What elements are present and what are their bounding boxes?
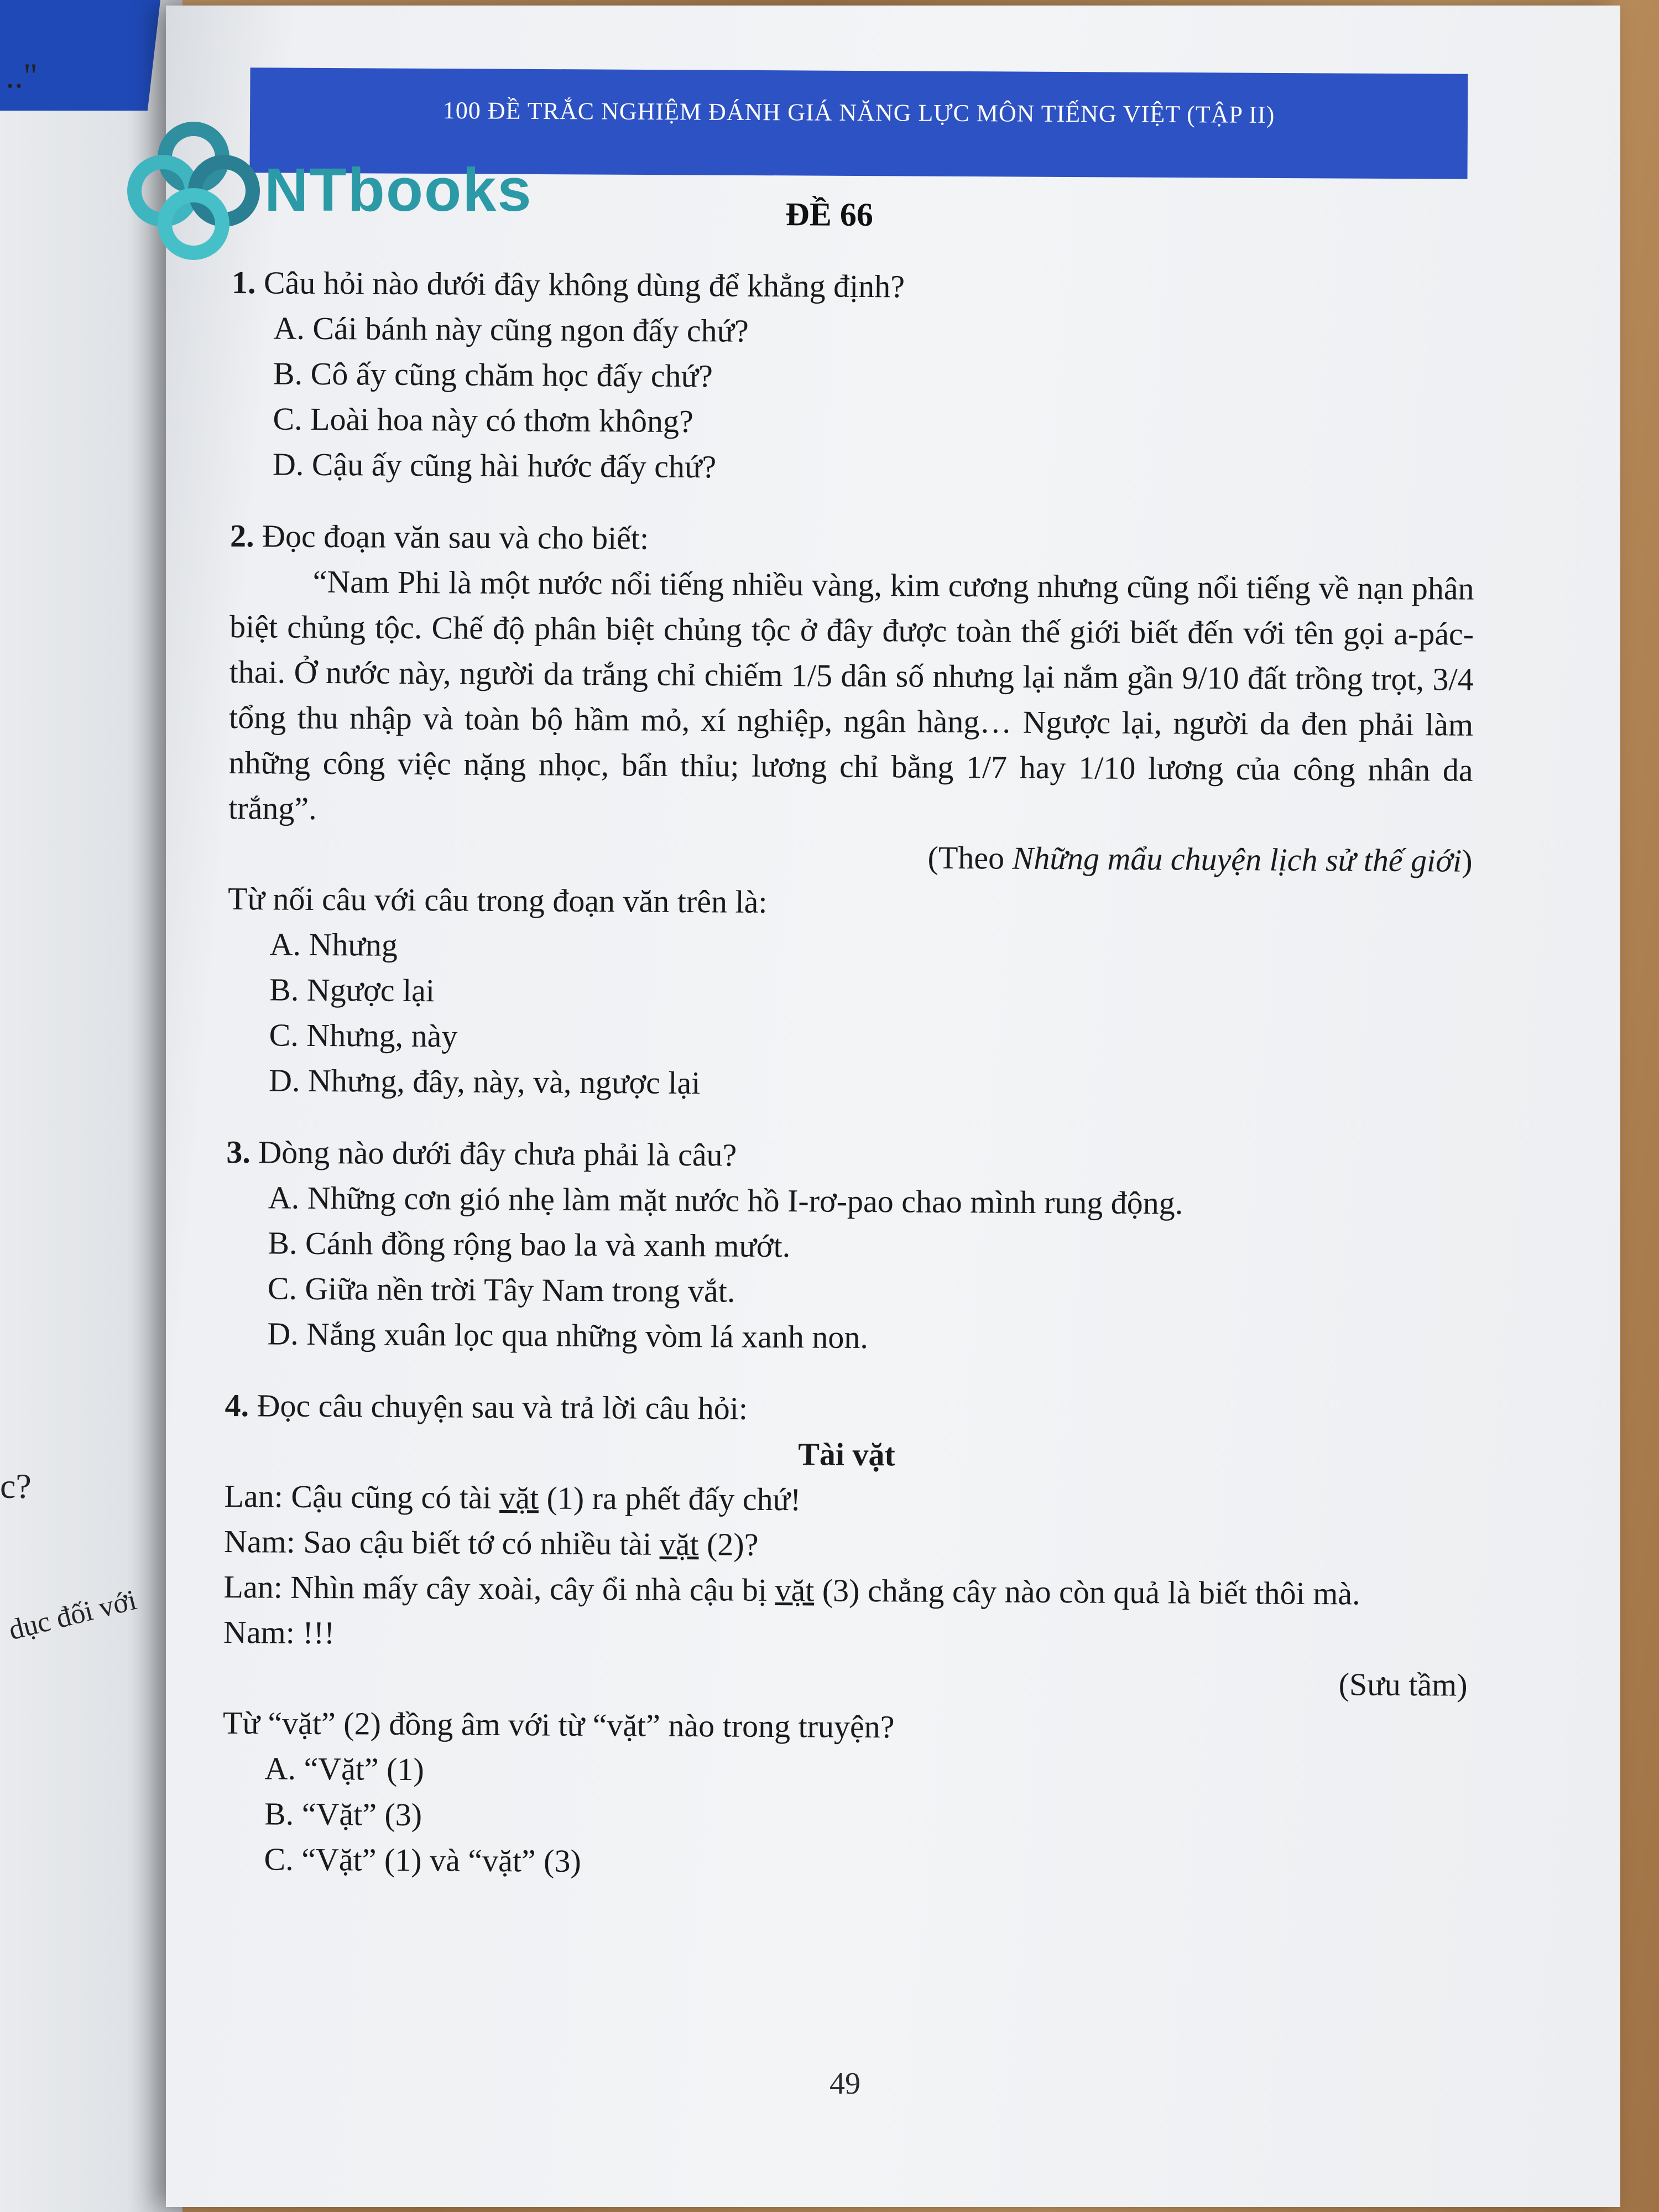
answer-option: D. Nắng xuân lọc qua những vòm lá xanh non. xyxy=(267,1315,869,1356)
question-text: Đọc câu chuyện sau và trả lời câu hỏi: xyxy=(257,1387,748,1427)
question-text: Câu hỏi nào dưới đây không dùng để khẳng định? xyxy=(263,264,905,305)
question-3 xyxy=(225,1130,1470,1364)
question-4 xyxy=(222,1383,1469,1890)
answer-option: B. Cánh đồng rộng bao la và xanh mướt. xyxy=(268,1225,791,1264)
answer-option: A. Nhưng xyxy=(269,926,398,963)
answer-option: C. Loài hoa này có thơm không? xyxy=(273,400,693,440)
dialogue-text: Lan: Cậu cũng có tài xyxy=(224,1477,500,1516)
exam-content xyxy=(222,188,1477,1890)
dialogue-text: (2)? xyxy=(698,1526,759,1563)
citation-source: Những mẩu chuyện lịch sử thế giới xyxy=(1012,840,1462,879)
dialogue-line xyxy=(223,1564,1468,1617)
citation-prefix: (Theo xyxy=(927,839,1013,876)
question-number: 1. xyxy=(231,264,256,301)
page-number: 49 xyxy=(830,2067,860,2101)
answer-option: D. Cậu ấy cũng hài hước đấy chứ? xyxy=(272,446,717,485)
answer-option: C. “Vặt” (1) và “vặt” (3) xyxy=(264,1841,582,1879)
question-number: 3. xyxy=(226,1133,251,1170)
dialogue-line xyxy=(224,1519,1468,1572)
passage-citation xyxy=(228,831,1472,884)
dialogue-text: Lan: Nhìn mấy cây xoài, cây ổi nhà cậu bị xyxy=(223,1568,775,1609)
left-page xyxy=(0,0,182,2212)
answer-option: A. Cái bánh này cũng ngon đấy chứ? xyxy=(273,310,749,349)
dialogue-text: (3) chẳng cây nào còn quả là biết thôi mà. xyxy=(814,1572,1360,1612)
left-page-fragment: .." xyxy=(6,56,38,95)
question-number: 4. xyxy=(225,1387,249,1424)
dialogue-line: Nam: !!! xyxy=(223,1614,335,1651)
question-text: Đọc đoạn văn sau và cho biết: xyxy=(262,518,649,556)
underlined-word: vặt xyxy=(659,1526,699,1563)
story-citation: (Sưu tầm) xyxy=(1338,1666,1468,1703)
series-title: 100 ĐỀ TRẮC NGHIỆM ĐÁNH GIÁ NĂNG LỰC MÔN TIẾNG VIỆT (TẬP II) xyxy=(442,97,1275,128)
answer-option: C. Giữa nền trời Tây Nam trong vắt. xyxy=(267,1270,735,1309)
question-prompt: Từ “vặt” (2) đồng âm với từ “vặt” nào trong truyện? xyxy=(222,1704,895,1745)
dialogue-text: Nam: Sao cậu biết tớ có nhiều tài xyxy=(223,1523,660,1562)
left-page-fragment: c? xyxy=(0,1466,32,1506)
answer-option: C. Nhưng, này xyxy=(269,1017,458,1054)
logo-text: NTbooks xyxy=(264,156,533,224)
underlined-word: vặt xyxy=(499,1479,539,1516)
question-number: 2. xyxy=(229,517,254,554)
reading-passage: “Nam Phi là một nước nổi tiếng nhiều vàng, kim cương nhưng cũng nổi tiếng về nạn phân biệt chủng tộc. Chế độ phân biệt chủng tộc ở đây được toàn thế giới biết đến với tên gọi a-pác-thai. Ở nước này, người da trắng chỉ chiếm 1/5 dân số nhưng lại nắm gần 9/10 đất trồng trọt, 3/4 tổng thu nhập và toàn bộ hầm mỏ, xí nghiệp, ngân hàng… Ngược lại, người da đen phải làm những công việc nặng nhọc, bẩn thỉu; lương chỉ bằng 1/7 hay 1/10 lương của công nhân da trắng”. xyxy=(228,563,1474,826)
question-1 xyxy=(231,260,1476,495)
underlined-word: vặt xyxy=(775,1572,815,1609)
dialogue-line xyxy=(224,1474,1468,1527)
citation-suffix: ) xyxy=(1462,842,1473,879)
dialogue-text: (1) ra phết đấy chứ! xyxy=(538,1480,801,1518)
left-page-fragment: dục đối với xyxy=(6,1584,140,1647)
answer-option: B. Cô ấy cũng chăm học đấy chứ? xyxy=(273,355,713,394)
answer-option: A. “Vặt” (1) xyxy=(264,1750,424,1788)
answer-option: D. Nhưng, đây, này, và, ngược lại xyxy=(268,1062,701,1101)
question-prompt: Từ nối câu với câu trong đoạn văn trên là: xyxy=(227,880,768,920)
answer-option: A. Những cơn gió nhẹ làm mặt nước hồ I-rơ-pao chao mình rung động. xyxy=(268,1179,1183,1221)
answer-option: B. Ngược lại xyxy=(269,971,435,1009)
story-title: Tài vặt xyxy=(798,1436,896,1473)
exam-title: ĐỀ 66 xyxy=(785,196,874,233)
question-text: Dòng nào dưới đây chưa phải là câu? xyxy=(258,1134,737,1173)
question-2 xyxy=(227,513,1474,1111)
answer-option: B. “Vặt” (3) xyxy=(264,1795,422,1833)
